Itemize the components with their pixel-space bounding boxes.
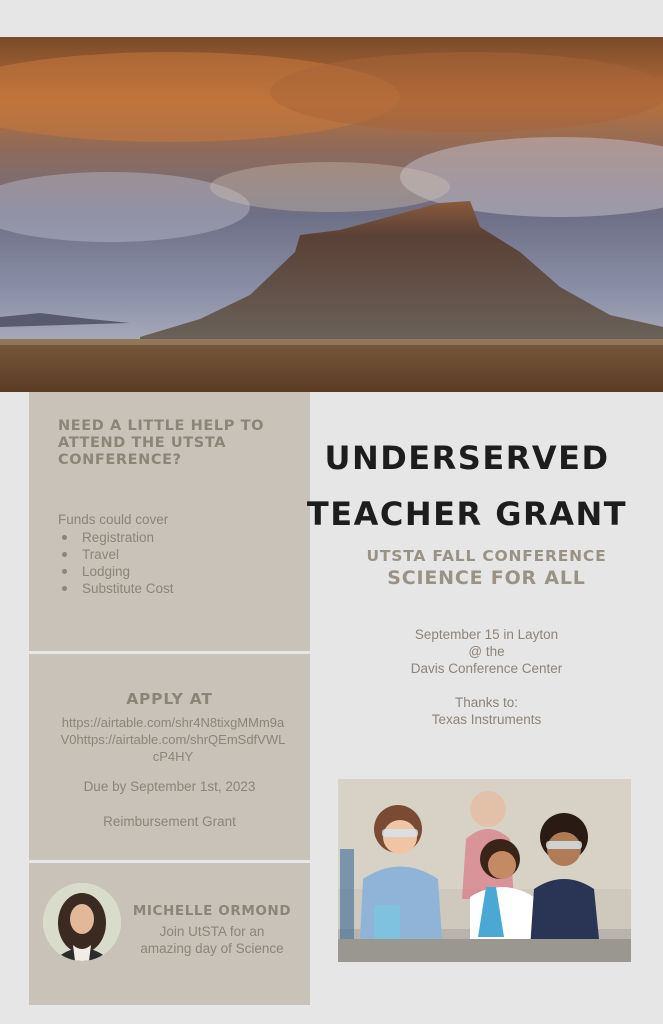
title-line: TEACHER GRANT [306,495,628,533]
event-details [310,626,663,677]
list-item: Travel [62,546,174,563]
conference-theme: SCIENCE FOR ALL [387,567,586,589]
conference-label: UTSTA FALL CONFERENCE [366,547,607,565]
contact-message: Join UtSTA for an amazing day of Science [140,924,284,956]
contact-panel [29,863,310,1005]
avatar [43,883,121,961]
grant-type: Reimbursement Grant [103,814,236,829]
due-date: Due by September 1st, 2023 [83,779,256,794]
list-item: Registration [62,529,174,546]
title-line: UNDERSERVED [324,439,610,477]
list-item: Lodging [62,563,174,580]
apply-link[interactable]: https://airtable.com/shr4N8tixgMMm9aV0https://airtable.com/shrQEmSdfVWLcP4HY [60,715,286,764]
help-panel [29,392,310,651]
contact-name: MICHELLE ORMOND [132,903,292,919]
apply-panel [29,654,310,860]
event-venue: Davis Conference Center [410,661,563,676]
sponsor-block [310,694,663,728]
apply-heading: APPLY AT [126,690,213,708]
event-date: September 15 in Layton [414,627,559,642]
funds-intro: Funds could cover [58,512,169,527]
thanks-label: Thanks to: [454,695,519,710]
list-item: Substitute Cost [62,580,174,597]
hero-landscape-image [0,37,663,392]
event-at: @ the [468,644,505,659]
sponsor-name: Texas Instruments [431,712,542,727]
help-heading: NEED A LITTLE HELP TO ATTEND THE UTSTA CONFERENCE? [58,418,265,468]
funds-list [62,529,174,597]
page-title [272,430,662,542]
students-photo [338,779,631,962]
